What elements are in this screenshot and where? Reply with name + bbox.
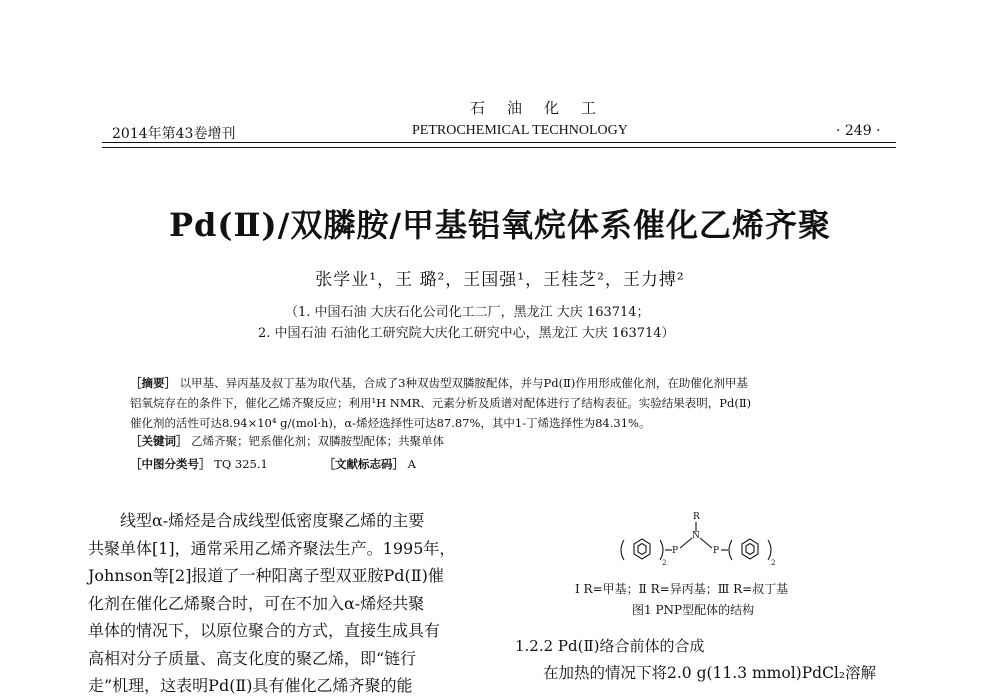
left-phenyl-ring [634,539,650,559]
figure-title: 图1 PNP型配体的结构 [632,603,755,617]
section-text: 在加热的情况下将2.0 g(11.3 mmol)PdCl₂溶解 [543,664,877,682]
left-phenyl-inner [638,544,646,555]
subscript-right: 2 [771,559,776,567]
left-bracket-close [660,540,663,560]
abstract [130,373,870,433]
r-group-label: R [693,512,700,522]
article-title: Pd(Ⅱ)/双膦胺/甲基铝氧烷体系催化乙烯齐聚 [168,206,832,244]
body-line: 化剂在催化乙烯聚合时，可在不加入α-烯烃共聚 [88,593,425,613]
author-list: 张学业¹，王 璐²，王国强¹，王桂芝²，王力搏² [315,270,685,290]
doc-code-value: A [407,457,416,471]
body-line: Johnson等[2]报道了一种阳离子型双亚胺Pd(Ⅱ)催 [88,566,444,585]
abstract-line: 催化剂的活性可达8.94×10⁴ g/(mol·h)，α-烯烃选择性可达87.87%，其中1-丁烯选择性为84.31%。 [130,416,651,430]
journal-name-en: PETROCHEMICAL TECHNOLOGY [412,123,628,138]
right-phenyl-inner [746,544,754,555]
right-bracket-open [729,540,732,560]
phosphorus-label-left: P [672,546,679,556]
phosphorus-label-right: P [713,546,720,556]
nitrogen-label: N [692,531,700,541]
affiliation-2: 2. 中国石油 石油化工研究院大庆化工研究中心，黑龙江 大庆 163714） [258,326,675,341]
body-line: 高相对分子质量、高支化度的聚乙烯，即“链行 [88,648,417,668]
subscript-left: 2 [662,559,667,567]
page-number: · 249 · [836,123,881,139]
right-phenyl-ring [742,539,758,559]
keywords-value: 乙烯齐聚；钯系催化剂；双膦胺型配体；共聚单体 [191,434,445,448]
right-bracket-close [768,540,771,560]
pnp-ligand-structure [608,510,788,575]
abstract-label: ［摘要］ [130,376,176,390]
figure-caption: Ⅰ R=甲基；Ⅱ R=异丙基；Ⅲ R=叔丁基 [575,582,789,596]
affiliation-1: （1. 中国石油 大庆石化公司化工二厂，黑龙江 大庆 163714； [285,305,650,320]
header-rule-thin [102,147,896,148]
class-value: TQ 325.1 [214,457,268,471]
classification [130,456,416,472]
body-line: 线型α-烯烃是合成线型低密度聚乙烯的主要 [120,511,425,530]
body-line: 走”机理，这表明Pd(Ⅱ)具有催化乙烯齐聚的能 [88,676,413,695]
class-label: ［中图分类号］ [130,457,211,471]
body-line: 单体的情况下，以原位聚合的方式，直接生成具有 [88,621,441,640]
keywords-label: ［关键词］ [130,434,188,448]
bond-p-n [680,538,692,548]
issue-info: 2014年第43卷增刊 [112,126,236,142]
abstract-text: 以甲基、异丙基及叔丁基为取代基，合成了3种双齿型双膦胺配体，并与Pd(Ⅱ)作用形成催化剂，在助催化剂甲基 [179,376,748,390]
keywords [130,433,444,449]
bond-n-p [700,538,712,548]
body-text [88,507,483,700]
section-heading: 1.2.2 Pd(Ⅱ)络合前体的合成 [515,637,705,655]
body-line: 共聚单体[1]，通常采用乙烯齐聚法生产。1995年， [88,538,456,558]
doc-code-label: ［文献标志码］ [323,457,404,471]
left-bracket-open [621,540,624,560]
journal-name-cn: 石油化工 [470,99,619,117]
header-rule [102,142,896,143]
abstract-line [130,373,870,393]
abstract-line: 铝氧烷存在的条件下，催化乙烯齐聚反应；利用¹H NMR、元素分析及质谱对配体进行了结构表征。实验结果表明，Pd(Ⅱ) [130,396,752,410]
